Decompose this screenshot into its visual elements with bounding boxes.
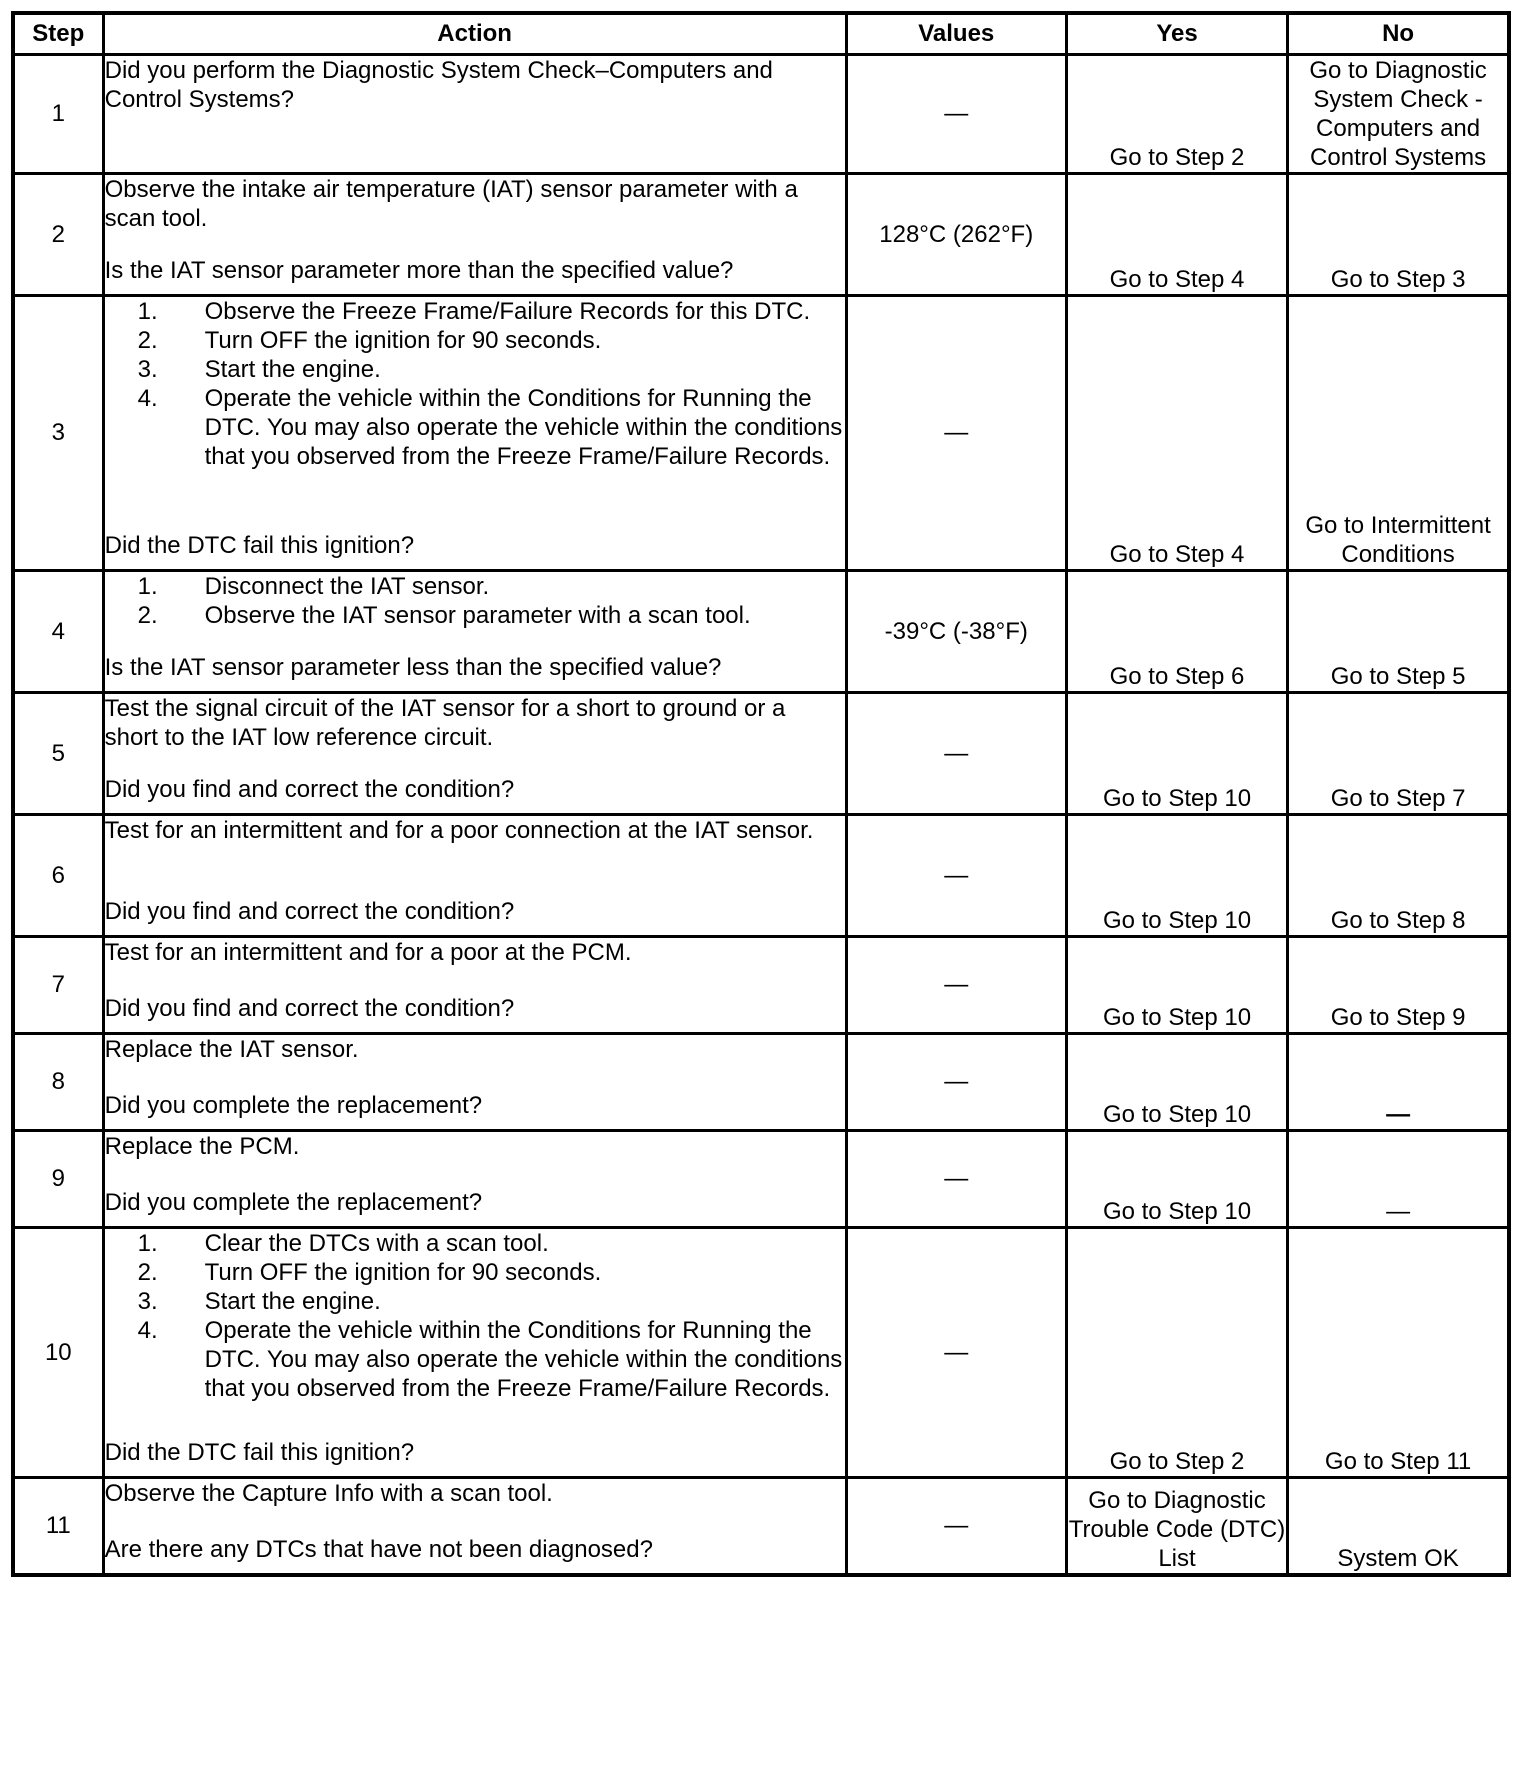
yes-cell: Go to Step 10	[1066, 1131, 1287, 1228]
step-number: 5	[13, 693, 103, 815]
action-instruction: Observe the Capture Info with a scan tool.	[104, 1480, 553, 1507]
substep-text: Turn OFF the ignition for 90 seconds.	[204, 1259, 602, 1286]
substep-number: 1.	[137, 298, 158, 325]
substep-list	[105, 572, 845, 630]
substep-number: 3.	[137, 1288, 158, 1315]
substep-text: Observe the Freeze Frame/Failure Records for this DTC.	[204, 298, 811, 325]
action-cell	[103, 1228, 846, 1478]
action-question: Did the DTC fail this ignition?	[104, 1439, 415, 1466]
table-row	[13, 296, 1509, 571]
values-cell: —	[846, 815, 1066, 937]
step-number: 2	[13, 174, 103, 296]
action-instruction: Observe the intake air temperature (IAT) sensor parameter with a scan tool.	[104, 176, 798, 232]
no-cell: —	[1288, 1131, 1509, 1228]
substep-number: 2.	[137, 327, 158, 354]
substep-item	[105, 1287, 845, 1316]
no-cell: Go to Step 5	[1288, 571, 1509, 693]
substep-list	[105, 1229, 845, 1403]
table-header-row	[13, 13, 1509, 55]
action-question: Did the DTC fail this ignition?	[104, 532, 415, 559]
table-row	[13, 571, 1509, 693]
header-action: Action	[103, 13, 846, 55]
substep-number: 3.	[137, 356, 158, 383]
substep-item	[105, 384, 845, 471]
substep-text: Operate the vehicle within the Conditions for Running the DTC. You may also operate the vehicle within the conditions that you observed from the Freeze Frame/Failure Records.	[204, 385, 843, 470]
substep-number: 2.	[137, 602, 158, 629]
action-question: Is the IAT sensor parameter less than the specified value?	[104, 654, 722, 681]
action-question: Did you find and correct the condition?	[104, 898, 515, 925]
table-row	[13, 55, 1509, 174]
substep-number: 2.	[137, 1259, 158, 1286]
step-number: 6	[13, 815, 103, 937]
values-cell: —	[846, 1131, 1066, 1228]
yes-cell: Go to Step 2	[1066, 55, 1287, 174]
no-cell: System OK	[1288, 1478, 1509, 1575]
step-number: 7	[13, 937, 103, 1034]
yes-cell: Go to Step 2	[1066, 1228, 1287, 1478]
substep-text: Start the engine.	[204, 1288, 381, 1315]
values-cell: 128°C (262°F)	[846, 174, 1066, 296]
action-question: Did you complete the replacement?	[104, 1092, 483, 1119]
no-cell: Go to Intermittent Conditions	[1288, 296, 1509, 571]
values-cell: —	[846, 1228, 1066, 1478]
yes-cell: Go to Step 4	[1066, 296, 1287, 571]
step-number: 3	[13, 296, 103, 571]
action-instruction: Test for an intermittent and for a poor connection at the IAT sensor.	[104, 817, 814, 844]
action-question: Is the IAT sensor parameter more than the specified value?	[104, 257, 734, 284]
step-number: 8	[13, 1034, 103, 1131]
action-cell	[103, 1131, 846, 1228]
substep-text: Clear the DTCs with a scan tool.	[204, 1230, 549, 1257]
substep-number: 1.	[137, 1230, 158, 1257]
substep-text: Observe the IAT sensor parameter with a scan tool.	[204, 602, 751, 629]
no-cell: Go to Step 8	[1288, 815, 1509, 937]
action-instruction: Test for an intermittent and for a poor at the PCM.	[104, 939, 632, 966]
values-cell: —	[846, 55, 1066, 174]
yes-cell: Go to Step 6	[1066, 571, 1287, 693]
substep-number: 1.	[137, 573, 158, 600]
action-instruction: Replace the PCM.	[104, 1133, 300, 1160]
no-cell: Go to Step 7	[1288, 693, 1509, 815]
action-question: Did you complete the replacement?	[104, 1189, 483, 1216]
substep-number: 4.	[137, 385, 158, 412]
action-cell	[103, 571, 846, 693]
substep-list	[105, 297, 845, 471]
yes-cell: Go to Step 4	[1066, 174, 1287, 296]
substep-text: Operate the vehicle within the Conditions for Running the DTC. You may also operate the vehicle within the conditions that you observed from the Freeze Frame/Failure Records.	[204, 1317, 843, 1402]
action-cell	[103, 693, 846, 815]
table-row	[13, 174, 1509, 296]
substep-item	[105, 601, 845, 630]
table-body	[13, 55, 1509, 1575]
yes-cell: Go to Step 10	[1066, 693, 1287, 815]
yes-cell: Go to Step 10	[1066, 815, 1287, 937]
table-row	[13, 937, 1509, 1034]
action-instruction: Replace the IAT sensor.	[104, 1036, 359, 1063]
table-row	[13, 693, 1509, 815]
yes-cell: Go to Diagnostic Trouble Code (DTC) List	[1066, 1478, 1287, 1575]
action-cell	[103, 296, 846, 571]
step-number: 9	[13, 1131, 103, 1228]
values-cell: —	[846, 1478, 1066, 1575]
action-question: Did you find and correct the condition?	[104, 995, 515, 1022]
no-cell: Go to Step 9	[1288, 937, 1509, 1034]
table-row	[13, 1228, 1509, 1478]
action-cell	[103, 937, 846, 1034]
step-number: 10	[13, 1228, 103, 1478]
yes-cell: Go to Step 10	[1066, 937, 1287, 1034]
no-cell: —	[1288, 1034, 1509, 1131]
action-question: Are there any DTCs that have not been diagnosed?	[104, 1536, 653, 1563]
values-cell: —	[846, 296, 1066, 571]
step-number: 11	[13, 1478, 103, 1575]
substep-item	[105, 572, 845, 601]
substep-text: Start the engine.	[204, 356, 381, 383]
header-values: Values	[846, 13, 1066, 55]
action-cell	[103, 815, 846, 937]
no-cell: Go to Diagnostic System Check - Computers and Control Systems	[1288, 55, 1509, 174]
action-question: Did you find and correct the condition?	[104, 776, 515, 803]
action-cell	[103, 1478, 846, 1575]
no-cell: Go to Step 11	[1288, 1228, 1509, 1478]
substep-item	[105, 355, 845, 384]
substep-text: Disconnect the IAT sensor.	[204, 573, 490, 600]
values-cell: —	[846, 937, 1066, 1034]
substep-number: 4.	[137, 1317, 158, 1344]
values-cell: —	[846, 1034, 1066, 1131]
substep-item	[105, 326, 845, 355]
action-cell	[103, 1034, 846, 1131]
table-row	[13, 1034, 1509, 1131]
diagnostic-table	[11, 11, 1511, 1577]
table-row	[13, 815, 1509, 937]
action-cell	[103, 55, 846, 174]
table-row	[13, 1478, 1509, 1575]
substep-item	[105, 1229, 845, 1258]
step-number: 4	[13, 571, 103, 693]
header-no: No	[1288, 13, 1509, 55]
substep-item	[105, 1316, 845, 1403]
header-step: Step	[13, 13, 103, 55]
substep-item	[105, 1258, 845, 1287]
step-number: 1	[13, 55, 103, 174]
action-instruction: Did you perform the Diagnostic System Check–Computers and Control Systems?	[104, 57, 773, 113]
values-cell: -39°C (-38°F)	[846, 571, 1066, 693]
table-row	[13, 1131, 1509, 1228]
no-cell: Go to Step 3	[1288, 174, 1509, 296]
action-cell	[103, 174, 846, 296]
header-yes: Yes	[1066, 13, 1287, 55]
substep-text: Turn OFF the ignition for 90 seconds.	[204, 327, 602, 354]
action-instruction: Test the signal circuit of the IAT sensor for a short to ground or a short to the IAT low reference circuit.	[104, 695, 786, 751]
yes-cell: Go to Step 10	[1066, 1034, 1287, 1131]
values-cell: —	[846, 693, 1066, 815]
substep-item	[105, 297, 845, 326]
